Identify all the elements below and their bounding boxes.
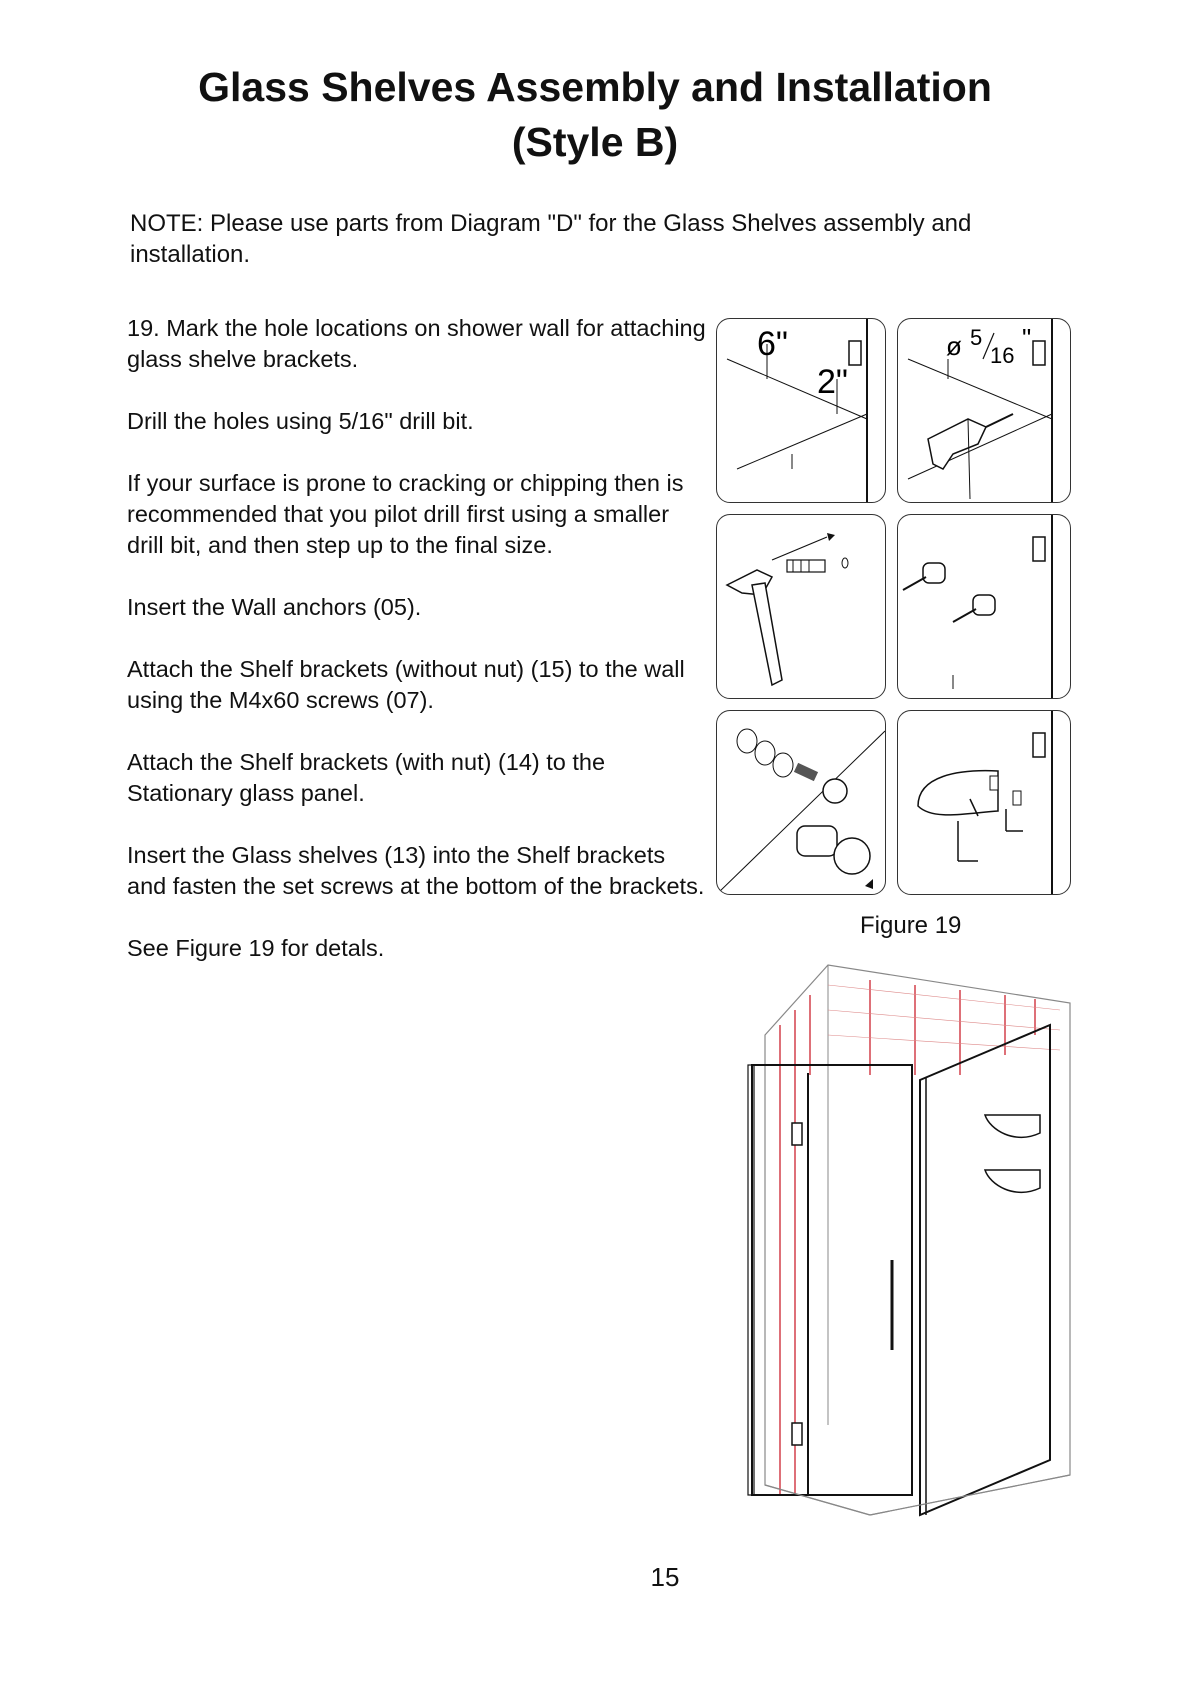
step-attach-wall-brackets: Attach the Shelf brackets (without nut) (15) to the wall using the M4x60 screws (07). [127, 656, 685, 713]
step-pilot-drill: If your surface is prone to cracking or chipping then is recommended that you pilot drill first using a smaller drill bit, and then step up to the final size. [127, 470, 684, 558]
figure-panel-glass-bracket [716, 710, 886, 895]
note-paragraph: NOTE: Please use parts from Diagram "D" for the Glass Shelves assembly and installation. [130, 210, 972, 268]
shelf-bracket-icon [953, 595, 995, 622]
stationary-glass-panel [920, 1025, 1050, 1515]
shower-enclosure-illustration [720, 955, 1080, 1535]
figure-panel-anchors [716, 514, 886, 699]
step-insert-shelves: Insert the Glass shelves (13) into the Shelf brackets and fasten the set screws at the bottom of the brackets. [127, 842, 705, 899]
title-line-2: (Style B) [511, 119, 679, 165]
shower-enclosure-figure [720, 955, 1080, 1540]
glass-bracket-exploded-illustration [717, 711, 885, 894]
step-drill-holes: Drill the holes using 5/16" drill bit. [127, 408, 474, 434]
dimension-2in: 2" [817, 363, 848, 401]
bracket-body-icon [797, 779, 870, 874]
title-line-1: Glass Shelves Assembly and Installation [198, 64, 992, 110]
dimension-6in: 6" [757, 325, 788, 363]
drill-size-denominator: 16 [990, 343, 1015, 368]
diameter-symbol: ø [946, 331, 962, 361]
glass-shelf-icon [985, 1115, 1040, 1192]
instruction-steps [127, 313, 707, 995]
glass-shelf-icon [918, 771, 998, 815]
figure-caption: Figure 19 [860, 912, 962, 939]
figure-panel-drill [897, 318, 1071, 503]
step-see-figure: See Figure 19 for detals. [127, 935, 385, 961]
shelf-insert-illustration [898, 711, 1070, 894]
hammer-icon [727, 570, 782, 685]
drill-illustration [898, 319, 1070, 502]
washer-icon [737, 729, 793, 777]
page-number: 15 [650, 1562, 680, 1592]
figure-panel-shelf-insert [897, 710, 1071, 895]
shelf-bracket-icon [903, 563, 945, 590]
step-insert-anchors: Insert the Wall anchors (05). [127, 594, 422, 620]
wall-anchor-icon [787, 558, 848, 572]
step-attach-glass-brackets: Attach the Shelf brackets (with nut) (14) to the Stationary glass panel. [127, 749, 606, 806]
figure-panel-mark-holes [716, 318, 886, 503]
power-drill-icon [928, 414, 1013, 499]
drill-size-unit: " [1022, 323, 1032, 353]
page-title [0, 60, 1190, 170]
mark-holes-illustration [717, 319, 885, 502]
figure-panel-wall-brackets [897, 514, 1071, 699]
wall-anchor-illustration [717, 515, 885, 698]
step-19-mark-holes: 19. Mark the hole locations on shower wall for attaching glass shelve brackets. [127, 315, 706, 372]
glass-door [748, 1065, 912, 1495]
drill-size-numerator: 5 [970, 325, 983, 350]
wall-bracket-illustration [898, 515, 1070, 698]
